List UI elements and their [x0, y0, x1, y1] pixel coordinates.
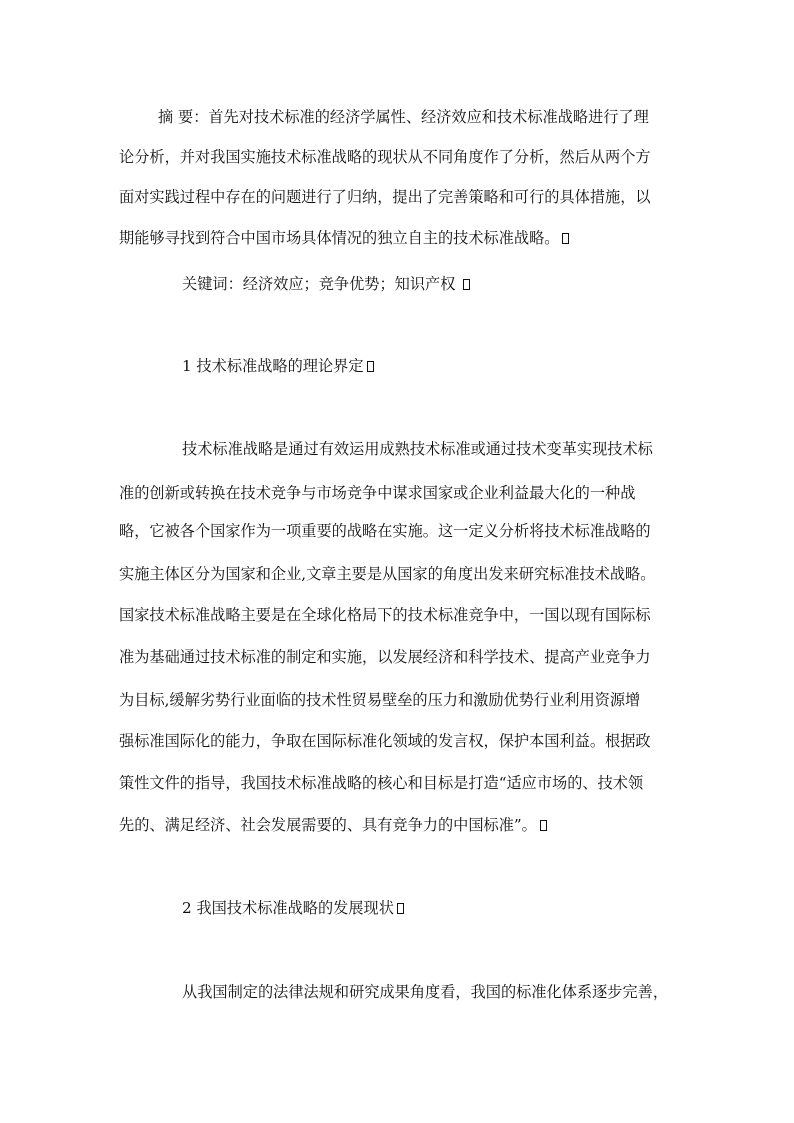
body-line: 实施主体区分为国家和企业,文章主要是从国家的角度出发来研究标准技术战略。	[119, 565, 656, 583]
body-line: 国家技术标准战略主要是在全球化格局下的技术标准竞争中，一国以现有国际标	[119, 606, 651, 624]
body-line: 准为基础通过技术标准的制定和实施，以发展经济和科学技术、提高产业竞争力	[119, 648, 651, 666]
body-line: 策性文件的指导，我国技术标准战略的核心和目标是打造“适应市场的、技术领	[119, 774, 644, 792]
abstract-line: 论分析，并对我国实施技术标准战略的现状从不同角度作了分析，然后从两个方	[119, 148, 651, 166]
abstract-line: 摘 要：首先对技术标准的经济学属性、经济效应和技术标准战略进行了理	[158, 108, 649, 126]
body-line: 略，它被各个国家作为一项重要的战略在实施。这一定义分析将技术标准战略的	[119, 522, 651, 540]
body-line: 从我国制定的法律法规和研究成果角度看，我国的标准化体系逐步完善，	[182, 983, 668, 1001]
paragraph-mark	[562, 233, 569, 244]
section-heading: 2 我国技术标准战略的发展现状	[0, 898, 794, 918]
body-line: 为目标,缓解劣势行业面临的技术性贸易壁垒的压力和激励优势行业利用资源增	[119, 691, 641, 709]
abstract-line: 面对实践过程中存在的问题进行了归纳，提出了完善策略和可行的具体措施，以	[119, 188, 651, 206]
body-line: 先的、满足经济、社会发展需要的、具有竞争力的中国标准”。	[0, 815, 794, 835]
paragraph-mark	[463, 279, 470, 290]
keywords-line: 关键词：经济效应；竞争优势；知识产权	[0, 274, 794, 294]
body-line: 强标准国际化的能力，争取在国际标准化领域的发言权，保护本国利益。根据政	[119, 732, 651, 750]
paragraph-mark	[397, 903, 404, 914]
paragraph-mark	[367, 361, 374, 372]
abstract-line: 期能够寻找到符合中国市场具体情况的独立自主的技术标准战略。	[0, 228, 794, 248]
section-heading: 1 技术标准战略的理论界定	[0, 356, 794, 376]
paragraph-mark	[540, 820, 547, 831]
body-line: 技术标准战略是通过有效运用成熟技术标准或通过技术变革实现技术标	[182, 440, 653, 458]
body-line: 准的创新或转换在技术竞争与市场竞争中谋求国家或企业利益最大化的一种战	[119, 484, 636, 502]
